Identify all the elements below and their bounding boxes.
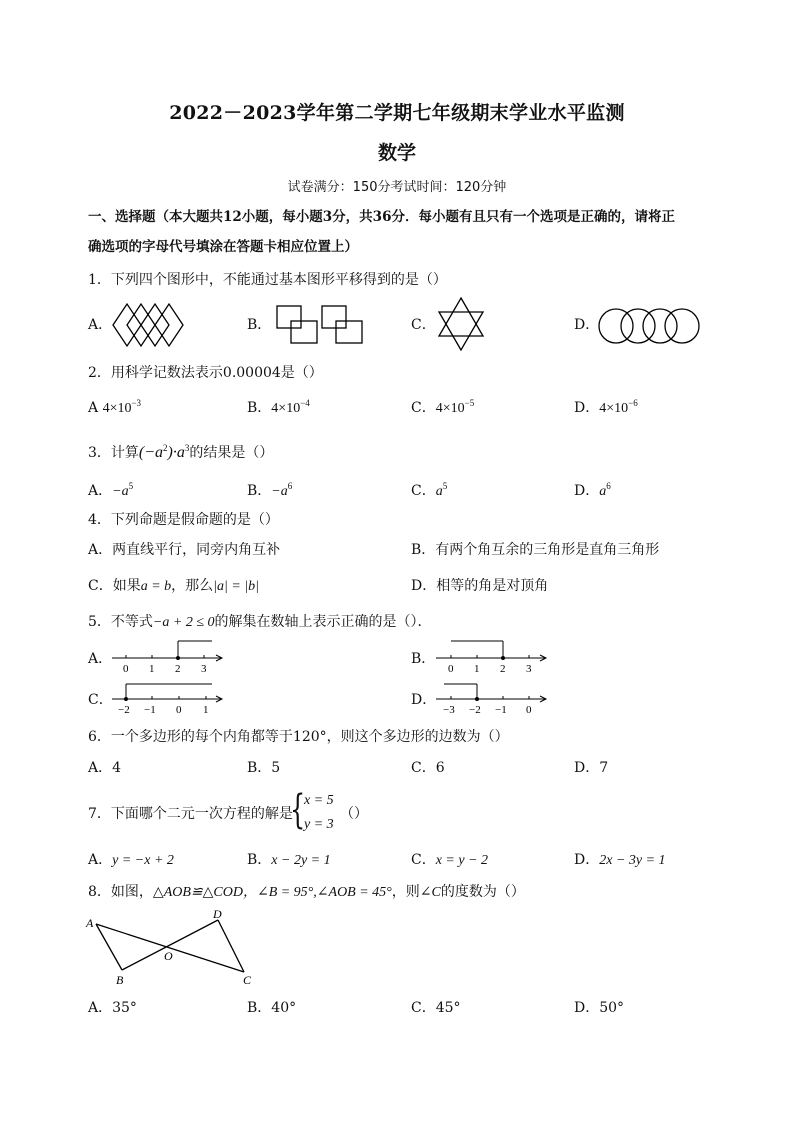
tick-label: 1 [149, 663, 155, 675]
q2-option-d: D．$4\times 10^{-6}$ [574, 398, 638, 416]
q4-option-b: B．有两个角互余的三角形是直角三角形 [411, 542, 660, 558]
tick-label: 1 [203, 704, 209, 716]
triangle-up [439, 298, 483, 336]
circle-4 [665, 309, 699, 343]
q8-option-d: D．50° [574, 1000, 625, 1016]
q7-stem-post: （） [340, 806, 368, 822]
q6-option-a: A．4 [88, 760, 122, 776]
q2-option-a: A $4\times 10^{-3}$ [88, 398, 142, 416]
q7-option-b: B．x − 2y = 1 [247, 852, 331, 868]
q4-option-d: D．相等的角是对顶角 [411, 578, 549, 594]
q1-option-a-label: A． [88, 317, 113, 333]
q3-option-d: D．$a^6$ [574, 481, 611, 499]
exam-meta: 试卷满分：150分考试时间：120分钟 [287, 180, 507, 195]
q1-figure-c-star [436, 296, 486, 352]
subject-title: 数学 [377, 142, 416, 164]
tick-label: −3 [443, 704, 455, 716]
point-label-a: A [86, 916, 94, 930]
q1-stem: 1．下列四个图形中，不能通过基本图形平移得到的是（） [88, 272, 447, 288]
q5-option-c-label: C． [88, 692, 113, 708]
tick-label: 0 [176, 704, 182, 716]
q3-option-a: A．$-a^5$ [88, 481, 134, 499]
q5-numberline-b [436, 638, 552, 674]
circle-2 [621, 309, 655, 343]
q4-option-a: A．两直线平行，同旁内角互补 [88, 542, 281, 558]
circle-3 [643, 309, 677, 343]
tick-label: 1 [474, 663, 480, 675]
q7-eq2: y = 3 [304, 817, 334, 832]
q6-stem: 6．一个多边形的每个内角都等于120°，则这个多边形的边数为（） [88, 729, 509, 745]
q1-figure-b [275, 305, 367, 345]
q5-numberline-a [112, 638, 228, 674]
square-2 [291, 321, 317, 343]
tick-label: 2 [500, 663, 506, 675]
q5-option-b-label: B． [411, 651, 436, 667]
q6-option-c: C．6 [411, 760, 445, 776]
q2-stem: 2．用科学记数法表示0.00004是（） [88, 365, 323, 381]
q2-option-b: B．$4\times 10^{-4}$ [247, 398, 310, 416]
q7-option-c: C．x = y − 2 [411, 852, 489, 868]
tick-label: −2 [118, 704, 130, 716]
q5-numberline-d [436, 679, 552, 715]
q7-option-d: D．2x − 3y = 1 [574, 852, 666, 868]
point-label-o: O [164, 949, 173, 963]
q8-option-a: A．35° [88, 1000, 137, 1016]
q5-stem: 5．不等式−a + 2 ≤ 0的解集在数轴上表示正确的是（）． [88, 614, 432, 630]
tick-label: 0 [123, 663, 129, 675]
q6-option-b: B．5 [247, 760, 281, 776]
q6-option-d: D．7 [574, 760, 609, 776]
q3-option-b: B．$-a^6$ [247, 481, 293, 499]
tick-label: 2 [175, 663, 181, 675]
square-3 [322, 306, 346, 328]
q5-option-d-label: D． [411, 692, 437, 708]
q3-stem: 3．计算$(-a^2)\cdot a^3$的结果是（） [88, 443, 274, 461]
q1-option-b-label: B． [247, 317, 272, 333]
q8-figure [84, 906, 264, 986]
q1-option-d-label: D． [574, 317, 600, 333]
q7-eq1: x = 5 [304, 793, 334, 808]
tick-label: 3 [526, 663, 532, 675]
exam-title: 2022－2023学年第二学期七年级期末学业水平监测 [169, 102, 625, 124]
point-label-d: D [213, 907, 222, 921]
point-label-b: B [116, 973, 124, 987]
tick-label: 0 [526, 704, 532, 716]
q8-option-b: B．40° [247, 1000, 297, 1016]
q8-option-c: C．45° [411, 1000, 461, 1016]
q7-brace: { [290, 787, 306, 833]
q2-option-c: C．$4\times 10^{-5}$ [411, 398, 475, 416]
square-4 [336, 321, 362, 343]
q8-stem: 8．如图，△AOB≌△COD，∠B = 95°,∠AOB = 45°，则∠C的度数为（） [88, 884, 525, 900]
tick-label: −2 [469, 704, 481, 716]
q1-option-c-label: C． [411, 317, 436, 333]
tick-label: −1 [144, 704, 156, 716]
q1-figure-d-circles [598, 307, 702, 345]
q3-option-c: C．$a^5$ [411, 481, 448, 499]
q7-option-a: A．y = −x + 2 [88, 852, 174, 868]
section-heading-line1: 一、选择题（本大题共12小题，每小题3分，共36分．每小题有且只有一个选项是正确的，请将正 [88, 209, 675, 225]
tick-label: 0 [448, 663, 454, 675]
q1-figure-a [113, 304, 193, 346]
tick-label: −1 [495, 704, 507, 716]
point-label-c: C [243, 973, 252, 987]
q5-numberline-c [112, 679, 228, 715]
triangle-down [439, 312, 483, 350]
q7-stem-pre: 7．下面哪个二元一次方程的解是 [88, 806, 293, 822]
q4-stem: 4．下列命题是假命题的是（） [88, 512, 279, 528]
q4-option-c: C．如果a = b，那么|a| = |b| [88, 578, 260, 594]
circle-1 [599, 309, 633, 343]
section-heading-line2: 确选项的字母代号填涂在答题卡相应位置上） [88, 239, 358, 255]
q5-option-a-label: A． [88, 651, 113, 667]
tick-label: 3 [201, 663, 207, 675]
square-1 [277, 306, 301, 328]
